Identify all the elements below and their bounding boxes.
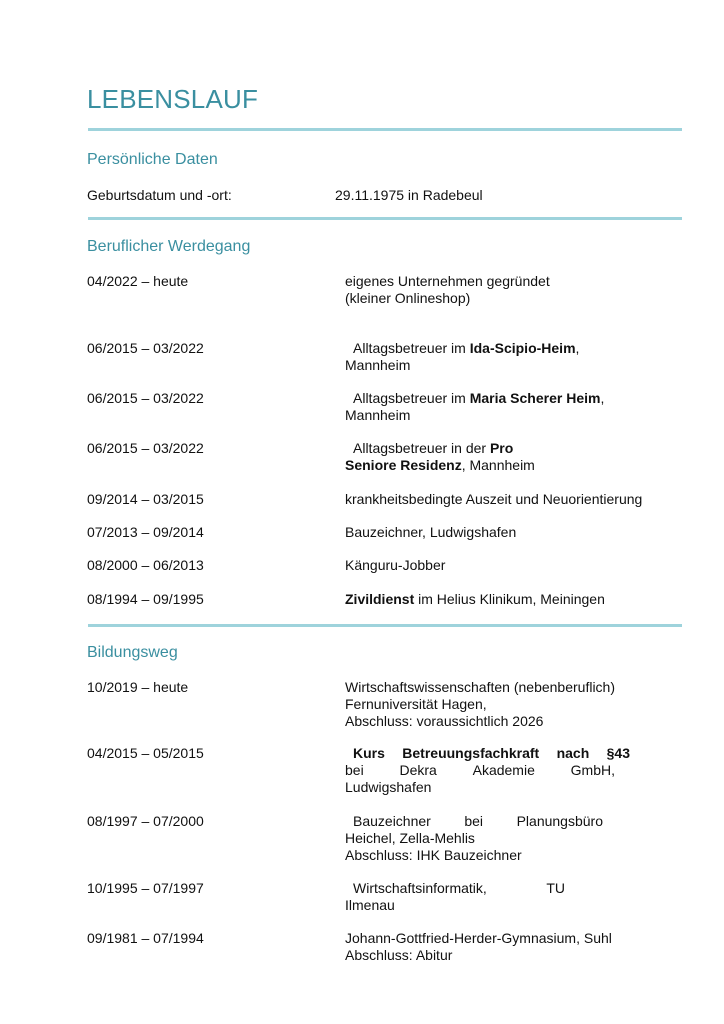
- career-desc: Alltagsbetreuer im Maria Scherer Heim, Mannheim: [345, 390, 605, 423]
- birth-label: Geburtsdatum und -ort:: [87, 187, 232, 203]
- divider-career: [88, 624, 682, 627]
- education-date: 09/1981 – 07/1994: [87, 930, 204, 946]
- career-date: 06/2015 – 03/2022: [87, 440, 204, 456]
- education-desc: Wirtschaftsinformatik, TU Ilmenau: [345, 880, 565, 913]
- education-date: 04/2015 – 05/2015: [87, 745, 204, 761]
- career-date: 08/2000 – 06/2013: [87, 557, 204, 573]
- education-desc: Wirtschaftswissenschaften (nebenberuflich) Fernuniversität Hagen, Abschluss: voraussichtlich 2026: [345, 679, 616, 729]
- career-date: 04/2022 – heute: [87, 273, 189, 289]
- birth-value: 29.11.1975 in Radebeul: [335, 187, 483, 203]
- career-desc: Zivildienst im Helius Klinikum, Meiningen: [345, 591, 605, 607]
- section-heading-education: Bildungsweg: [87, 644, 178, 661]
- career-date: 09/2014 – 03/2015: [87, 491, 204, 507]
- education-desc: Johann-Gottfried-Herder-Gymnasium, Suhl Abschluss: Abitur: [345, 930, 612, 963]
- career-date: 06/2015 – 03/2022: [87, 390, 204, 406]
- divider-personal: [88, 217, 682, 220]
- divider-top: [88, 128, 682, 131]
- section-heading-career: Beruflicher Werdegang: [87, 238, 251, 255]
- education-desc: Bauzeichner bei Planungsbüro Heichel, Zella-Mehlis Abschluss: IHK Bauzeichner: [345, 813, 603, 863]
- career-desc: Alltagsbetreuer in der Pro Seniore Residenz, Mannheim: [345, 440, 535, 473]
- career-desc: eigenes Unternehmen gegründet (kleiner Onlineshop): [345, 273, 550, 306]
- page-title: LEBENSLAUF: [87, 84, 259, 114]
- career-desc: Alltagsbetreuer im Ida-Scipio-Heim, Mannheim: [345, 340, 580, 373]
- career-date: 06/2015 – 03/2022: [87, 340, 204, 356]
- section-heading-personal: Persönliche Daten: [87, 151, 218, 168]
- education-date: 10/1995 – 07/1997: [87, 880, 204, 896]
- education-desc: Kurs Betreuungsfachkraft nach §43 bei Dekra Akademie GmbH, Ludwigshafen: [345, 745, 630, 795]
- career-date: 07/2013 – 09/2014: [87, 524, 204, 540]
- career-date: 08/1994 – 09/1995: [87, 591, 204, 607]
- career-desc: Känguru-Jobber: [345, 557, 446, 573]
- career-desc: Bauzeichner, Ludwigshafen: [345, 524, 517, 540]
- education-date: 10/2019 – heute: [87, 679, 189, 695]
- education-date: 08/1997 – 07/2000: [87, 813, 204, 829]
- career-desc: krankheitsbedingte Auszeit und Neuorientierung: [345, 491, 643, 507]
